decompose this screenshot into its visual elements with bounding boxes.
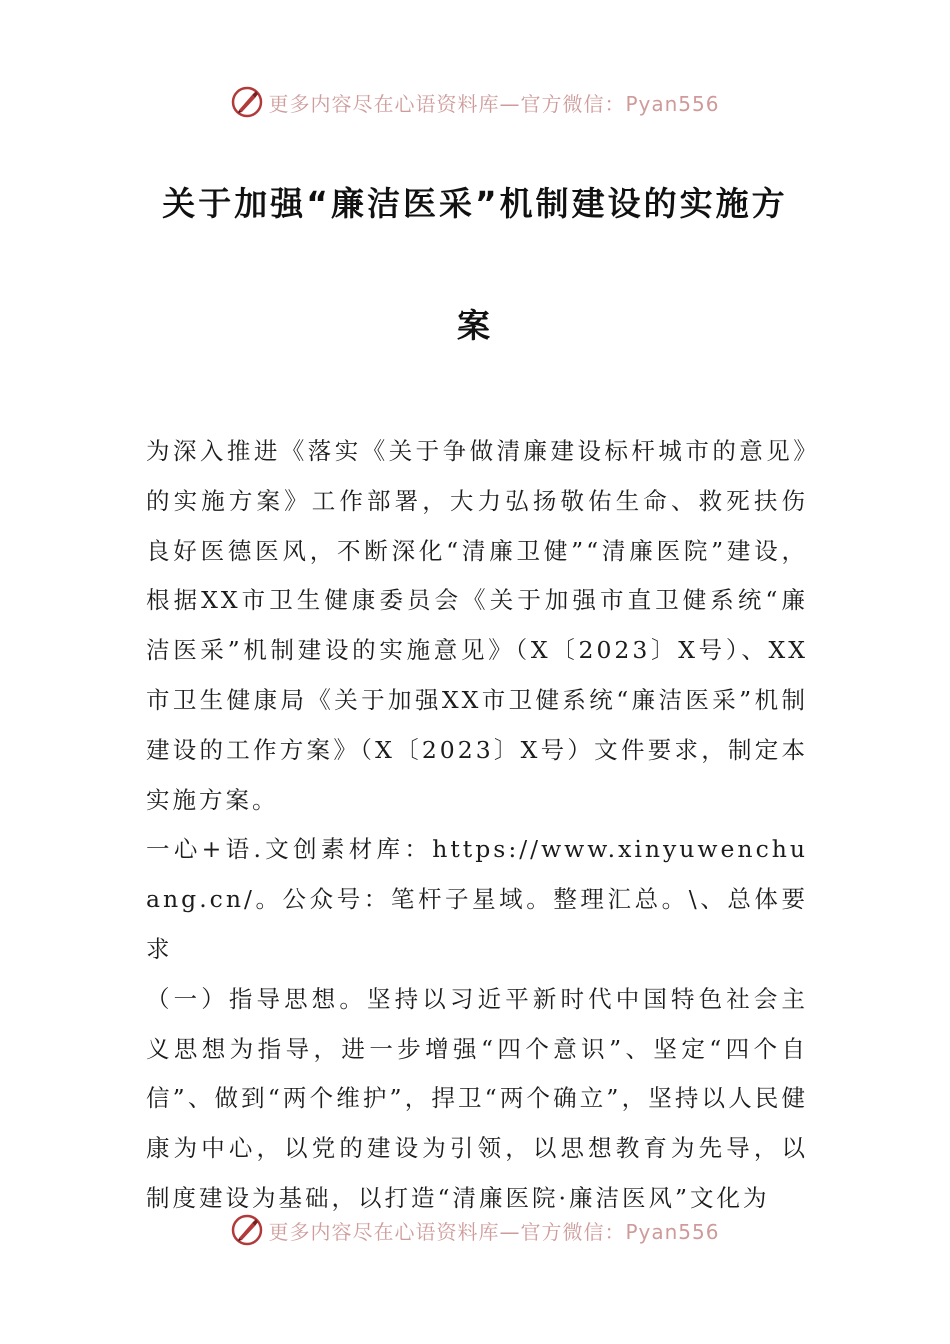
watermark-banner-top — [0, 82, 950, 122]
pen-logo-icon — [230, 1213, 264, 1247]
document-body — [146, 427, 808, 1224]
paragraph-source-note: 一心+语.文创素材库：https://www.xinyuwenchuang.cn/。公众号：笔杆子星域。整理汇总。\、总体要求 — [146, 835, 808, 963]
paragraph-intro: 为深入推进《落实《关于争做清廉建设标杆城市的意见》的实施方案》工作部署，大力弘扬敬佑生命、救死扶伤良好医德医风，不断深化“清廉卫健”“清廉医院”建设，根据XX市卫生健康委员会《关于加强市直卫健系统“廉洁医采”机制建设的实施意见》（X〔2023〕X号）、XX市卫生健康局《关于加强XX市卫健系统“廉洁医采”机制建设的工作方案》（X〔2023〕X号）文件要求，制定本实施方案。 — [146, 437, 808, 814]
pen-logo-icon — [230, 85, 264, 119]
watermark-label: 更多内容尽在心语资料库—官方微信：Pyan556 — [268, 1219, 720, 1244]
paragraph-guiding-thought: （一）指导思想。坚持以习近平新时代中国特色社会主义思想为指导，进一步增强“四个意识”、坚定“四个自信”、做到“两个维护”，捍卫“两个确立”，坚持以人民健康为中心，以党的建设为引领，以思想教育为先导，以制度建设为基础，以打造“清廉医院·廉洁医风”文化为 — [146, 984, 808, 1212]
watermark-banner-bottom — [0, 1210, 950, 1250]
document-title-line-2: 案 — [457, 306, 493, 345]
document-title-line-1: 关于加强“廉洁医采”机制建设的实施方 — [162, 184, 788, 223]
watermark-label: 更多内容尽在心语资料库—官方微信：Pyan556 — [268, 91, 720, 116]
